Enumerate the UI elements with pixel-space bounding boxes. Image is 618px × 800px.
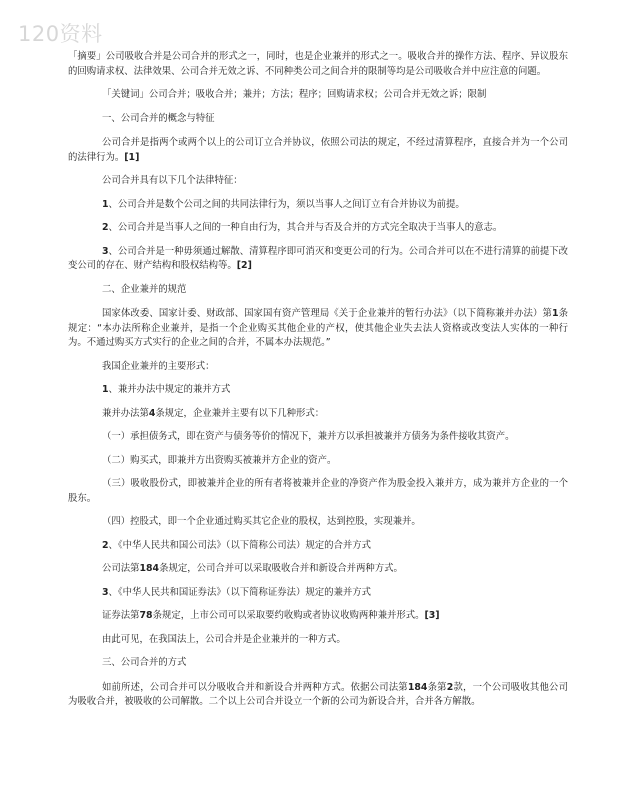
abstract-text: 公司吸收合并是公司合并的形式之一，同时，也是企业兼并的形式之一。吸收合并的操作方法、程序、异议股东的回购请求权、法律效果、公司合并无效之诉、不同种类公司之间合并的限制等均是公司吸收合并中应注意的问题。 xyxy=(68,51,568,77)
footnote-ref: [2] xyxy=(236,260,252,271)
item-number: 3 xyxy=(102,586,109,598)
feature-item-2 xyxy=(68,221,568,236)
section-1-title: 一、公司合并的概念与特征 xyxy=(102,112,215,124)
subheading-text: 、《中华人民共和国公司法》（以下简称公司法）规定的合并方式 xyxy=(108,539,372,551)
feature-item-1 xyxy=(68,198,568,213)
merger-form-2: （二）购买式，即兼并方出资购买被兼并方企业的资产。 xyxy=(102,454,337,466)
article-number: 78 xyxy=(139,610,153,621)
definition-text: 公司合并是指两个或两个以上的公司订立合并协议，依照公司法的规定，不经过清算程序，直接合并为一个公司的法律行为。 xyxy=(68,137,568,163)
article-number: 184 xyxy=(139,563,160,574)
section-3-title: 三、公司合并的方式 xyxy=(102,657,187,668)
paragraph-text: 公司法第 xyxy=(102,563,140,574)
paragraph-text: 条第 xyxy=(427,681,447,693)
item-number: 1 xyxy=(102,198,109,210)
abstract-label: 「摘要」 xyxy=(68,51,106,62)
clause-number: 2 xyxy=(446,681,454,693)
paragraph-text: 国家体改委、国家计委、财政部、国家国有资产管理局《关于企业兼并的暂行办法》（以下简称兼并办法）第 xyxy=(102,308,552,319)
item-text: 、公司合并是数个公司之间的共同法律行为，须以当事人之间订立有合并协议为前提。 xyxy=(108,198,465,210)
definition-paragraph xyxy=(68,136,568,165)
article-body xyxy=(68,50,568,719)
merger-regulation-paragraph xyxy=(68,307,568,351)
paragraph-text: 条规定，企业兼并主要有以下几种形式： xyxy=(155,407,325,419)
keywords-paragraph xyxy=(68,88,568,103)
watermark-logo: 120资料 xyxy=(18,22,103,46)
item-text: 、公司合并是一种毋须通过解散、清算程序即可消灭和变更公司的行为。公司合并可以在不进行清算的前提下改变公司的存在、财产结构和股权结构等。 xyxy=(68,245,568,271)
securities-law-paragraph xyxy=(68,609,568,624)
paragraph-text: 款，一个公司吸收其他公司为吸收合并，被吸收的公司解散。二个以上公司合并设立一个新的公司为新设合并，合并各方解散。 xyxy=(68,681,568,707)
article-number: 1 xyxy=(551,308,559,319)
subheading-3 xyxy=(68,586,568,601)
footnote-ref: [3] xyxy=(424,610,440,621)
item-number: 2 xyxy=(102,222,109,233)
section-2-title: 二、企业兼并的规范 xyxy=(102,283,187,295)
item-number: 2 xyxy=(102,539,109,551)
article-number: 184 xyxy=(407,681,428,693)
paragraph-text: 兼并办法第 xyxy=(102,407,149,419)
forms-intro: 我国企业兼并的主要形式： xyxy=(102,360,215,372)
paragraph-text: 证券法第 xyxy=(102,610,140,621)
subheading-text: 、兼并办法中规定的兼并方式 xyxy=(108,384,231,395)
merger-methods-paragraph xyxy=(68,681,568,710)
paragraph-text: 条规定，公司合并可以采取吸收合并和新设合并两种方式。 xyxy=(159,563,403,574)
item-text: 、公司合并是当事人之间的一种自由行为，其合并与否及合并的方式完全取决于当事人的意志。 xyxy=(108,222,503,233)
abstract-paragraph xyxy=(68,50,568,79)
paragraph-text: 条规定：“本办法所称企业兼并，是指一个企业购买其他企业的产权，使其他企业失去法人资格或改变法人实体的一种行为。不通过购买方式实行的企业之间的合并，不属本办法规范。” xyxy=(68,308,568,348)
feature-item-3 xyxy=(68,245,568,274)
merger-form-4: （四）控股式，即一个企业通过购买其它企业的股权，达到控股，实现兼并。 xyxy=(102,516,421,527)
company-law-paragraph xyxy=(68,562,568,577)
keywords-text: 公司合并；吸收合并；兼并；方法；程序；回购请求权；公司合并无效之诉；限制 xyxy=(148,89,487,100)
features-intro: 公司合并具有以下几个法律特征： xyxy=(102,175,243,186)
paragraph-text: 如前所述，公司合并可以分吸收合并和新设合并两种方式。依据公司法第 xyxy=(102,681,408,693)
footnote-ref: [1] xyxy=(124,151,140,163)
item-number: 3 xyxy=(102,245,109,257)
article-number: 4 xyxy=(148,407,156,419)
item-number: 1 xyxy=(102,384,109,395)
subheading-1 xyxy=(68,383,568,398)
keywords-label: 「关键词」 xyxy=(102,89,149,100)
merger-form-3: （三）吸收股份式，即被兼并企业的所有者将被兼并企业的净资产作为股金投入兼并方，成为兼并方企业的一个股东。 xyxy=(68,478,568,504)
subheading-2 xyxy=(68,539,568,554)
paragraph-text: 条规定，上市公司可以采取要约收购或者协议收购两种兼并形式。 xyxy=(152,610,425,621)
merger-form-1: （一）承担债务式，即在资产与债务等价的情况下，兼并方以承担被兼并方债务为条件接收其资产。 xyxy=(102,431,515,442)
conclusion-paragraph: 由此可见，在我国法上，公司合并是企业兼并的一种方式。 xyxy=(102,633,346,645)
subheading-text: 、《中华人民共和国证券法》（以下简称证券法）规定的兼并方式 xyxy=(108,586,372,598)
article-4-paragraph xyxy=(68,407,568,422)
